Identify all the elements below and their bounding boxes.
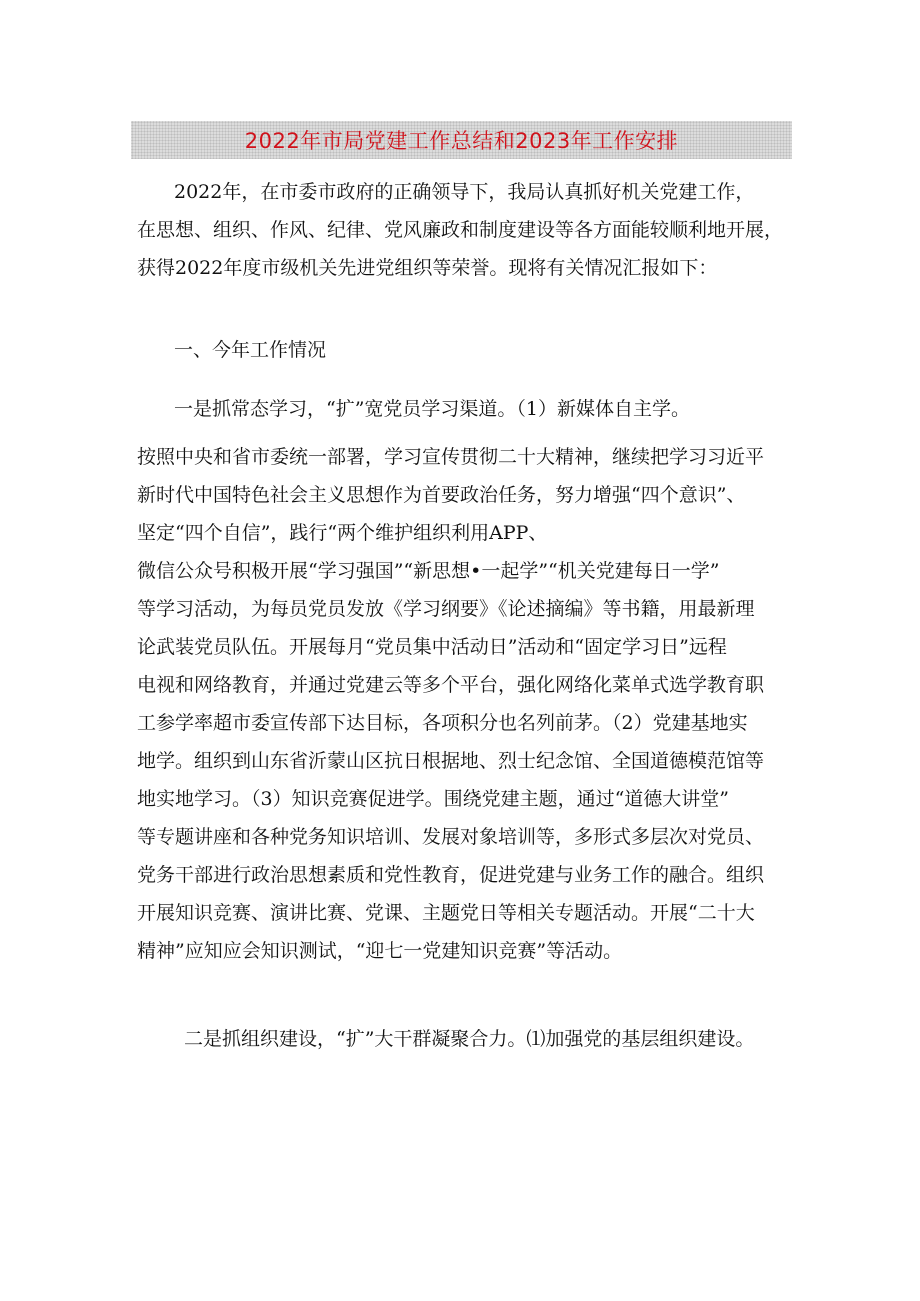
body-line: 微信公众号积极开展“学习强国”“新思想•一起学”“机关党建每日一学”	[137, 560, 720, 582]
document-title: 2022年市局党建工作总结和2023年工作安排	[244, 129, 679, 153]
intro-line: 获得2022年度市级机关先进党组织等荣誉。现将有关情况汇报如下：	[137, 257, 718, 279]
item1-paragraph	[137, 438, 792, 970]
section-heading: 一、今年工作情况	[174, 339, 327, 361]
body-line: 等专题讲座和各种党务知识培训、发展对象培训等，多形式多层次对党员、	[137, 826, 765, 848]
body-line: 坚定“四个自信”，践行“两个维护组织利用APP、	[137, 522, 548, 544]
item2-lead	[184, 1020, 844, 1058]
body-line: 工参学率超市委宣传部下达目标，各项积分也名列前茅。（2）党建基地实	[137, 712, 748, 734]
item1-lead-line: 一是抓常态学习，“扩”宽党员学习渠道。（1）新媒体自主学。	[174, 398, 691, 420]
body-line: 新时代中国特色社会主义思想作为首要政治任务，努力增强“四个意识”、	[137, 484, 746, 506]
body-line: 电视和网络教育，并通过党建云等多个平台，强化网络化菜单式选学教育职	[137, 674, 765, 696]
intro-line: 在思想、组织、作风、纪律、党风廉政和制度建设等各方面能较顺利地开展，	[137, 219, 784, 241]
intro-line: 2022年，在市委市政府的正确领导下，我局认真抓好机关党建工作，	[174, 181, 755, 203]
body-line: 党务干部进行政治思想素质和党性教育，促进党建与业务工作的融合。组织	[137, 864, 765, 886]
body-line: 论武装党员队伍。开展每月“党员集中活动日”活动和“固定学习日”远程	[137, 636, 727, 658]
item2-lead-line: 二是抓组织建设，“扩”大干群凝聚合力。⑴加强党的基层组织建设。	[184, 1028, 755, 1050]
body-line: 精神”应知应会知识测试，“迎七一党建知识竞赛”等活动。	[137, 940, 623, 962]
body-line: 地实地学习。（3）知识竞赛促进学。围绕党建主题，通过“道德大讲堂”	[137, 788, 730, 810]
body-line: 开展知识竞赛、演讲比赛、党课、主题党日等相关专题活动。开展“二十大	[137, 902, 755, 924]
intro-paragraph	[137, 173, 792, 287]
body-line: 等学习活动，为每员党员发放《学习纲要》《论述摘编》等书籍，用最新理	[137, 598, 755, 620]
item1-lead	[137, 390, 792, 428]
body-line: 按照中央和省市委统一部署，学习宣传贯彻二十大精神，继续把学习习近平	[137, 446, 765, 468]
body-line: 地学。组织到山东省沂蒙山区抗日根据地、烈士纪念馆、全国道德模范馆等	[137, 750, 765, 772]
title-banner	[131, 121, 792, 159]
